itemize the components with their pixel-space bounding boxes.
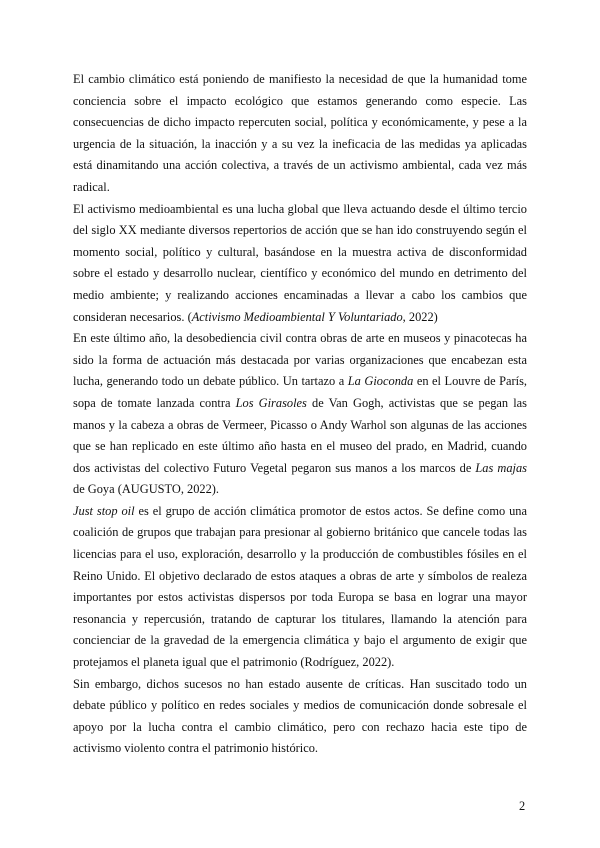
text-segment: en el Louvre de París, sopa de tomate lanzada contra bbox=[73, 374, 527, 410]
italic-text: La Gioconda bbox=[347, 374, 414, 389]
italic-text: Las majas bbox=[475, 460, 527, 475]
paragraph bbox=[73, 674, 527, 760]
text-segment: , 2022) bbox=[402, 309, 438, 324]
text-segment: En este último año, la desobediencia civil contra obras de arte en museos y pinacotecas ha sido la forma de actuación más destacada por varias organizaciones que encabezan esta lucha, generando todo un debate público. Un tartazo a bbox=[73, 331, 527, 389]
text-segment: de Van Gogh, activistas que se pegan las manos y la cabeza a obras de Vermeer, Picasso o Andy Warhol son algunas de las acciones que se han replicado en este último año hasta en el museo del prado, en Madrid, cuando dos activistas del colectivo Futuro Vegetal pegaron sus manos a los marcos de bbox=[73, 395, 528, 475]
body-text bbox=[73, 69, 527, 760]
paragraph bbox=[73, 69, 527, 199]
text-segment: El activismo medioambiental es una lucha global que lleva actuando desde el último tercio del siglo XX mediante diversos repertorios de acción que se han ido construyendo según el momento social, político y cultural, basándose en la muestra activa de disconformidad sobre el estado y desarrollo nuclear, científico y económico del mundo en detrimento del medio ambiente; y realizando acciones encaminadas a llevar a cabo los cambios que consideran necesarios. ( bbox=[73, 201, 527, 324]
text-segment: de Goya (AUGUSTO, 2022). bbox=[73, 482, 220, 497]
paragraph bbox=[73, 328, 527, 501]
text-segment: es el grupo de acción climática promotor de estos actos. Se define como una coalición de grupos que trabajan para presionar al gobierno británico que cancele todas las licencias para el uso, exploración, desarrollo y la producción de combustibles fósiles en el Reino Unido. El objetivo declarado de estos ataques a obras de arte y símbolos de realeza importantes por estos activistas dispersos por toda Europa se basa en lograr una mayor resonancia y repercusión, tratando de capturar los titulares, llamando la atención para concienciar de la gravedad de la emergencia climática y bajo el argumento de exigir que protejamos el planeta igual que el patrimonio (Rodríguez, 2022). bbox=[73, 503, 527, 670]
italic-text: Just stop oil bbox=[73, 503, 135, 518]
text-segment: Sin embargo, dichos sucesos no han estado ausente de críticas. Han suscitado todo un debate público y político en redes sociales y medios de comunicación donde sobresale el apoyo por la lucha contra el cambio climático, pero con rechazo hacia este tipo de activismo violento contra el patrimonio histórico. bbox=[73, 676, 527, 756]
italic-text: Los Girasoles bbox=[235, 395, 307, 410]
paragraph bbox=[73, 501, 527, 674]
italic-text: Activismo Medioambiental Y Voluntariado bbox=[191, 309, 403, 324]
paragraph bbox=[73, 199, 527, 329]
page-number: 2 bbox=[519, 799, 526, 813]
text-segment: El cambio climático está poniendo de manifiesto la necesidad de que la humanidad tome conciencia sobre el impacto ecológico que estamos generando como especie. Las consecuencias de dicho impacto repercuten social, política y económicamente, y pese a la urgencia de la situación, la inacción y a su vez la ineficacia de las medidas ya aplicadas está dinamitando una acción colectiva, a través de un activismo ambiental, cada vez más radical. bbox=[73, 72, 527, 194]
